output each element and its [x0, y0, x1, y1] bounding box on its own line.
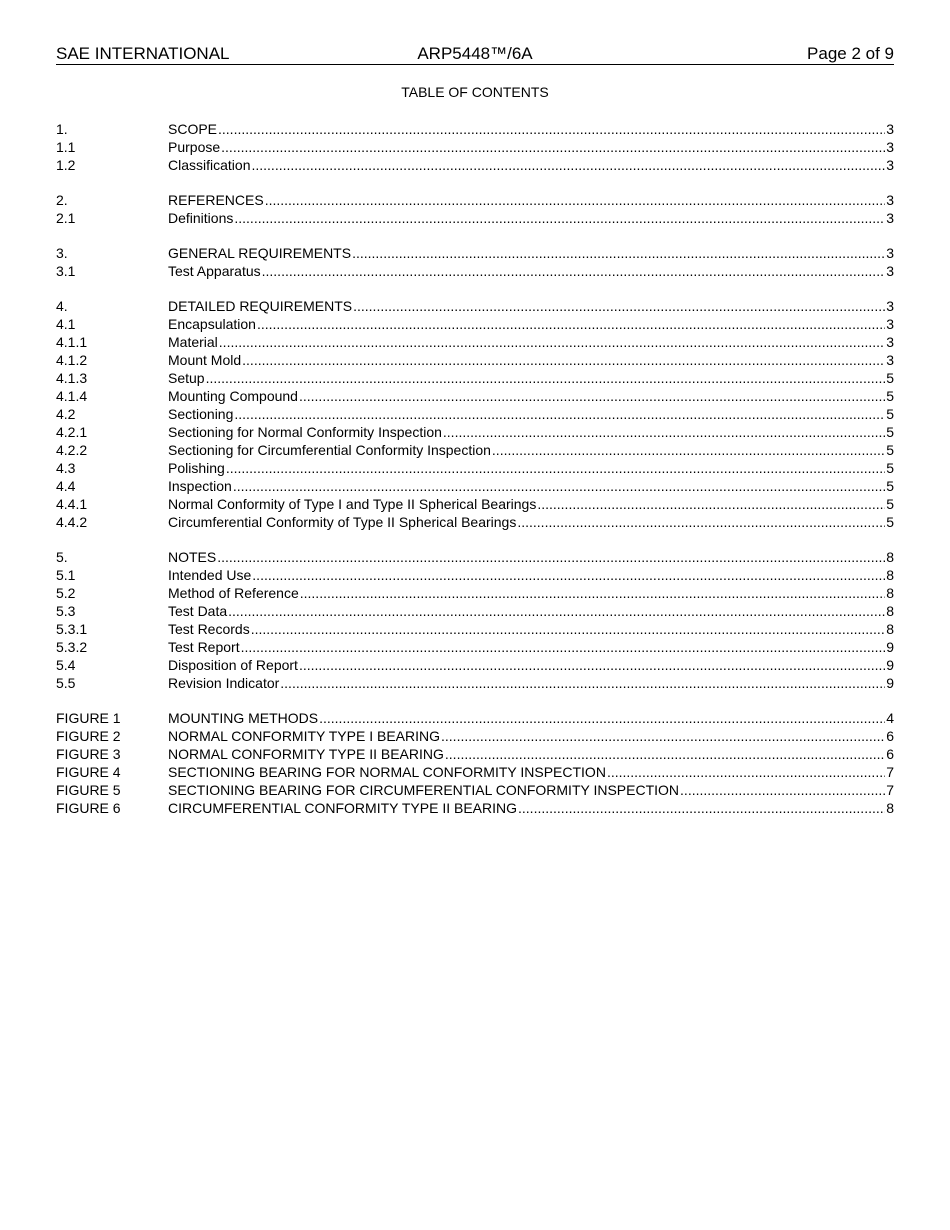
toc-leader-dots	[219, 333, 885, 351]
toc-entry-number: 4.	[56, 298, 68, 314]
toc-entry-page: 3	[886, 316, 894, 332]
toc-entry[interactable]	[56, 513, 894, 531]
toc-entry-page: 3	[886, 298, 894, 314]
toc-entry-number: 4.1.4	[56, 388, 88, 404]
toc-leader-dots	[251, 620, 886, 638]
toc-entry[interactable]	[56, 799, 894, 817]
toc-leader-dots	[352, 244, 885, 262]
toc-entry[interactable]	[56, 191, 894, 209]
toc-leader-dots	[206, 369, 886, 387]
toc-entry-page: 3	[886, 192, 894, 208]
toc-entry[interactable]	[56, 602, 894, 620]
toc-group	[56, 709, 894, 817]
toc-entry-title: CIRCUMFERENTIAL CONFORMITY TYPE II BEARING	[168, 800, 518, 816]
toc-entry[interactable]	[56, 209, 894, 227]
toc-leader-dots	[443, 423, 885, 441]
toc-entry-page: 3	[886, 210, 894, 226]
toc-leader-dots	[353, 297, 885, 315]
toc-entry[interactable]	[56, 620, 894, 638]
toc-entry[interactable]	[56, 495, 894, 513]
toc-entry-title: SECTIONING BEARING FOR CIRCUMFERENTIAL CONFORMITY INSPECTION	[168, 782, 680, 798]
toc-entry-title: Purpose	[168, 139, 221, 155]
toc-entry-page: 6	[886, 728, 894, 744]
toc-leader-dots	[445, 745, 885, 763]
toc-group	[56, 244, 894, 280]
toc-entry[interactable]	[56, 459, 894, 477]
toc-entry-number: 4.2	[56, 406, 76, 422]
table-of-contents	[56, 120, 894, 834]
toc-leader-dots	[537, 495, 885, 513]
toc-leader-dots	[518, 799, 885, 817]
toc-entry[interactable]	[56, 566, 894, 584]
toc-entry[interactable]	[56, 656, 894, 674]
toc-entry-page: 5	[886, 442, 894, 458]
toc-entry-page: 3	[886, 139, 894, 155]
toc-entry-page: 8	[886, 603, 894, 619]
toc-leader-dots	[265, 191, 886, 209]
toc-entry-number: 3.	[56, 245, 68, 261]
toc-entry-number: 5.	[56, 549, 68, 565]
toc-entry[interactable]	[56, 441, 894, 459]
toc-leader-dots	[319, 709, 885, 727]
toc-leader-dots	[441, 727, 885, 745]
toc-group	[56, 548, 894, 692]
toc-entry[interactable]	[56, 405, 894, 423]
toc-entry-page: 8	[886, 621, 894, 637]
toc-entry-title: Test Data	[168, 603, 228, 619]
toc-entry-title: MOUNTING METHODS	[168, 710, 319, 726]
toc-entry-title: Classification	[168, 157, 251, 173]
toc-entry-number: 1.	[56, 121, 68, 137]
toc-leader-dots	[300, 584, 885, 602]
toc-entry-page: 3	[886, 334, 894, 350]
toc-entry-page: 3	[886, 157, 894, 173]
toc-entry-number: 1.2	[56, 157, 76, 173]
toc-entry-title: Sectioning for Circumferential Conformity Inspection	[168, 442, 491, 458]
toc-entry-page: 6	[886, 746, 894, 762]
toc-entry-page: 4	[886, 710, 894, 726]
toc-entry-page: 3	[886, 263, 894, 279]
toc-entry-page: 8	[886, 800, 894, 816]
toc-entry-number: 1.1	[56, 139, 76, 155]
toc-entry-page: 3	[886, 121, 894, 137]
toc-entry-title: DETAILED REQUIREMENTS	[168, 298, 353, 314]
toc-entry[interactable]	[56, 709, 894, 727]
header-org: SAE INTERNATIONAL	[56, 44, 230, 63]
toc-entry-number: FIGURE 4	[56, 764, 121, 780]
toc-entry-title: Test Apparatus	[168, 263, 261, 279]
toc-entry-page: 9	[886, 675, 894, 691]
toc-entry[interactable]	[56, 333, 894, 351]
toc-entry-page: 5	[886, 460, 894, 476]
toc-entry-number: 4.4.1	[56, 496, 88, 512]
toc-leader-dots	[492, 441, 885, 459]
toc-entry-title: Inspection	[168, 478, 232, 494]
toc-entry[interactable]	[56, 315, 894, 333]
toc-leader-dots	[242, 351, 885, 369]
toc-entry[interactable]	[56, 674, 894, 692]
toc-entry[interactable]	[56, 387, 894, 405]
toc-entry-title: Mount Mold	[168, 352, 242, 368]
toc-leader-dots	[252, 566, 885, 584]
toc-entry-page: 3	[886, 245, 894, 261]
toc-entry-number: 4.1	[56, 316, 76, 332]
toc-entry-page: 8	[886, 567, 894, 583]
header-doc-id: ARP5448™/6A	[417, 44, 533, 63]
toc-entry-number: 5.4	[56, 657, 76, 673]
toc-entry-title: Normal Conformity of Type I and Type II Spherical Bearings	[168, 496, 537, 512]
toc-entry[interactable]	[56, 548, 894, 566]
toc-leader-dots	[251, 156, 885, 174]
toc-entry-page: 5	[886, 406, 894, 422]
toc-entry-title: SCOPE	[168, 121, 218, 137]
toc-entry[interactable]	[56, 423, 894, 441]
toc-entry-title: Encapsulation	[168, 316, 256, 332]
toc-leader-dots	[217, 548, 885, 566]
toc-entry-number: 2.	[56, 192, 68, 208]
toc-entry-title: Sectioning for Normal Conformity Inspection	[168, 424, 442, 440]
toc-leader-dots	[233, 477, 885, 495]
toc-entry-title: Circumferential Conformity of Type II Spherical Bearings	[168, 514, 517, 530]
toc-entry[interactable]	[56, 727, 894, 745]
toc-title: TABLE OF CONTENTS	[401, 84, 549, 100]
toc-entry[interactable]	[56, 781, 894, 799]
toc-entry[interactable]	[56, 351, 894, 369]
toc-entry[interactable]	[56, 244, 894, 262]
toc-leader-dots	[234, 209, 885, 227]
toc-leader-dots	[680, 781, 885, 799]
toc-entry-number: 4.3	[56, 460, 76, 476]
toc-entry-number: 4.2.1	[56, 424, 88, 440]
toc-entry-title: NORMAL CONFORMITY TYPE I BEARING	[168, 728, 441, 744]
toc-entry-number: 5.1	[56, 567, 76, 583]
toc-leader-dots	[221, 138, 885, 156]
toc-entry-page: 3	[886, 352, 894, 368]
toc-entry-number: 4.4	[56, 478, 76, 494]
toc-entry-number: 5.3.1	[56, 621, 88, 637]
toc-entry-title: Revision Indicator	[168, 675, 280, 691]
toc-entry-title: GENERAL REQUIREMENTS	[168, 245, 352, 261]
toc-entry-page: 9	[886, 657, 894, 673]
toc-entry-page: 8	[886, 585, 894, 601]
toc-entry-number: FIGURE 1	[56, 710, 121, 726]
toc-leader-dots	[218, 120, 885, 138]
toc-entry-title: Intended Use	[168, 567, 252, 583]
toc-group	[56, 191, 894, 227]
toc-entry-title: Definitions	[168, 210, 234, 226]
toc-entry[interactable]	[56, 369, 894, 387]
toc-entry-number: 5.3.2	[56, 639, 88, 655]
toc-leader-dots	[262, 262, 886, 280]
toc-entry-title: REFERENCES	[168, 192, 264, 208]
toc-entry-title: SECTIONING BEARING FOR NORMAL CONFORMITY INSPECTION	[168, 764, 606, 780]
toc-leader-dots	[280, 674, 885, 692]
toc-entry-page: 5	[886, 370, 894, 386]
toc-entry-title: Sectioning	[168, 406, 234, 422]
toc-entry-title: Polishing	[168, 460, 225, 476]
toc-entry-number: FIGURE 6	[56, 800, 121, 816]
toc-entry-number: FIGURE 5	[56, 782, 121, 798]
toc-entry-number: 4.1.3	[56, 370, 88, 386]
toc-entry-number: 5.2	[56, 585, 76, 601]
toc-entry-number: 4.1.2	[56, 352, 88, 368]
toc-entry[interactable]	[56, 745, 894, 763]
toc-entry-number: 5.3	[56, 603, 76, 619]
toc-leader-dots	[607, 763, 885, 781]
toc-entry-title: Mounting Compound	[168, 388, 298, 404]
toc-entry-title: Material	[168, 334, 218, 350]
toc-entry-page: 5	[886, 514, 894, 530]
toc-entry[interactable]	[56, 584, 894, 602]
toc-entry-number: 5.5	[56, 675, 76, 691]
toc-entry-page: 7	[886, 782, 894, 798]
toc-entry-title: Test Records	[168, 621, 250, 637]
toc-entry[interactable]	[56, 262, 894, 280]
toc-group	[56, 297, 894, 531]
toc-entry-page: 5	[886, 478, 894, 494]
toc-entry-page: 7	[886, 764, 894, 780]
toc-entry[interactable]	[56, 638, 894, 656]
toc-leader-dots	[517, 513, 885, 531]
toc-group	[56, 120, 894, 174]
toc-entry-number: 4.1.1	[56, 334, 88, 350]
toc-leader-dots	[241, 638, 886, 656]
toc-leader-dots	[226, 459, 885, 477]
toc-leader-dots	[299, 656, 885, 674]
toc-entry[interactable]	[56, 156, 894, 174]
toc-entry[interactable]	[56, 120, 894, 138]
toc-entry-title: Disposition of Report	[168, 657, 298, 673]
toc-entry-title: NOTES	[168, 549, 217, 565]
toc-entry-page: 9	[886, 639, 894, 655]
toc-leader-dots	[257, 315, 885, 333]
toc-entry-number: FIGURE 3	[56, 746, 121, 762]
toc-entry[interactable]	[56, 297, 894, 315]
toc-entry-page: 8	[886, 549, 894, 565]
toc-entry-page: 5	[886, 388, 894, 404]
toc-leader-dots	[228, 602, 885, 620]
header-page-number: Page 2 of 9	[807, 44, 894, 63]
toc-entry-page: 5	[886, 424, 894, 440]
toc-entry-page: 5	[886, 496, 894, 512]
toc-entry-title: Setup	[168, 370, 205, 386]
toc-leader-dots	[299, 387, 885, 405]
page-header	[56, 44, 894, 65]
toc-entry[interactable]	[56, 138, 894, 156]
toc-entry-title: Method of Reference	[168, 585, 299, 601]
toc-entry-title: NORMAL CONFORMITY TYPE II BEARING	[168, 746, 444, 762]
toc-leader-dots	[234, 405, 885, 423]
toc-entry-title: Test Report	[168, 639, 240, 655]
toc-entry-number: 3.1	[56, 263, 76, 279]
toc-entry-number: 4.2.2	[56, 442, 88, 458]
toc-entry-number: 4.4.2	[56, 514, 88, 530]
toc-entry-number: FIGURE 2	[56, 728, 121, 744]
toc-entry-number: 2.1	[56, 210, 76, 226]
toc-entry[interactable]	[56, 763, 894, 781]
toc-entry[interactable]	[56, 477, 894, 495]
